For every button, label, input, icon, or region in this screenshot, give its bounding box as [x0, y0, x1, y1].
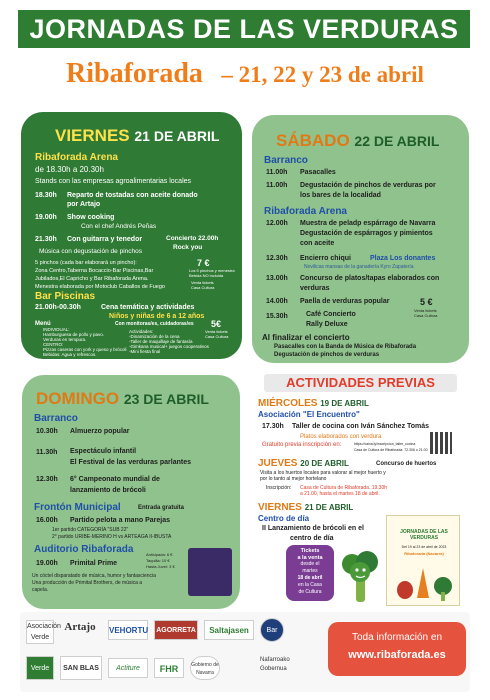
sunday-d5-text: Primital Prime — [70, 560, 118, 567]
vegetables-icon — [393, 564, 455, 602]
friday-pinchos: 5 pinchos (cada bar elaborará un pincho): — [35, 260, 137, 266]
saturday-s6-time: 14.00h — [266, 298, 288, 305]
friday21-text2: centro de día — [290, 535, 334, 542]
sunday-fronton-note: Entrada gratuita — [138, 505, 185, 511]
thursday-day: JUEVES — [258, 458, 298, 469]
saturday-s7-text: Café Concierto — [306, 311, 356, 318]
sunday-day: DOMINGO — [36, 389, 120, 408]
saturday-s3-text3: con aceite — [300, 240, 335, 247]
ticket-line5: 18 de abril — [297, 575, 323, 581]
info-url[interactable]: www.ribaforada.es — [348, 649, 446, 661]
friday-monitors: Con monitoras/es, cuidadoras/es — [115, 321, 194, 327]
ticket-line7: de Cultura — [298, 589, 322, 595]
wednesday-time: 17.30h — [262, 423, 284, 430]
sunday-auditorio: Auditorio Ribaforada — [34, 544, 134, 555]
saturday-date: 22 DE ABRIL — [354, 133, 440, 149]
friday-ninos: Niños y niñas de 6 a 12 años — [109, 313, 205, 320]
saturday-s5-time: 13.00h — [266, 275, 288, 282]
sunday-d3-text: 6° Campeonato mundial de — [70, 476, 160, 483]
friday-arena: Ribaforada Arena — [35, 152, 118, 163]
friday-e2-text: Show cooking — [67, 214, 115, 221]
previous-activities-title: ACTIVIDADES PREVIAS — [286, 375, 435, 390]
saturday-s2-time: 11.00h — [266, 182, 288, 189]
poster-town: Ribaforada (Navarra) — [404, 551, 444, 556]
sunday-d5-desc: Un cóctel disparatado de música, humor y fantasciencia — [32, 573, 156, 579]
saturday-s5-text: Concurso de platos/tapas elaborados con — [300, 275, 440, 282]
saturday-s6-note: Venta tickets — [414, 308, 437, 313]
friday-menu5: Bebidas: Agua y refrescos. — [43, 352, 97, 357]
saturday-s5-text2: verduras — [300, 285, 330, 292]
saturday-s1-text: Pasacalles — [300, 169, 336, 176]
saturday-arena: Ribaforada Arena — [264, 206, 347, 217]
poster-sub: Del 19 al 23 de abril de 2023 — [401, 545, 447, 549]
sunday-d2-text: Espectáculo infantil — [70, 448, 137, 455]
friday21-place: Centro de día — [258, 514, 310, 523]
logo-10: FHR — [154, 658, 184, 678]
wednesday-text: Taller de cocina con Iván Sánchez Tomás — [292, 423, 430, 430]
friday-act3: -Gimkana musical+ juegos cooperativos — [129, 344, 209, 349]
ticket-sale-badge — [286, 545, 334, 601]
friday-piscinas-time: 21.00h-00.30h — [35, 304, 81, 311]
friday-price1-note2: Bebida NO incluida — [189, 273, 224, 278]
friday21-date: 21 DE ABRIL — [304, 503, 354, 512]
friday-piscinas-text: Cena temática y actividades — [101, 304, 195, 311]
friday-menu: Menú — [35, 321, 51, 327]
friday-e3-text: Con guitarra y tenedor — [67, 236, 143, 243]
ticket-line4: martes — [302, 568, 318, 574]
friday-e2-time: 19.00h — [35, 214, 57, 221]
logo-4: AGORRETA — [154, 620, 198, 640]
friday-act1: -Dinamización de la cena — [129, 334, 180, 339]
wednesday-url2: Casa de Cultura de Ribaforada: 72.306 o 21.00 — [354, 448, 428, 452]
saturday-s6-note2: Casa Cultura — [414, 313, 438, 318]
sunday-d4-time: 16.00h — [36, 517, 58, 524]
friday-act4: -Mini fiesta final — [129, 349, 161, 354]
saturday-s2-text2: los bares de la localidad — [300, 192, 381, 199]
qr-code-icon[interactable] — [430, 432, 452, 454]
festival-poster-image — [386, 515, 460, 606]
friday21-day: VIERNES — [258, 502, 302, 513]
poster-title: JORNADAS DE LAS VERDURAS — [400, 529, 448, 541]
thursday-ins3: a 21.00, hasta el martes 18 de abril. — [300, 491, 380, 497]
friday-pinchos4: Menestra elaborada por Motoclub Caballos de Fuego — [35, 284, 165, 290]
friday-e3-time: 21.30h — [35, 236, 57, 243]
friday-piscinas: Bar Piscinas — [35, 291, 96, 302]
logo-7: Verde — [26, 656, 54, 680]
saturday-day: SÁBADO — [276, 131, 350, 150]
friday-acts: Actividades: — [129, 329, 154, 334]
primital-poster-image — [188, 548, 232, 596]
sunday-d2-time: 11.30h — [36, 449, 58, 456]
saturday-s4-place: Plaza Los donantes — [370, 255, 436, 262]
friday-e1-text2: por Artajo — [67, 201, 101, 208]
friday-e1-time: 18.30h — [35, 192, 57, 199]
logo-11: Gobierno de Navarra — [190, 656, 220, 680]
sunday-d5-side2: Taquilla: 10 € — [146, 558, 170, 563]
friday-price1: 7 € — [197, 258, 210, 268]
friday-menu1: Hamburguesa de pollo y pavo. — [43, 332, 105, 337]
thursday-date: 20 DE ABRIL — [300, 459, 349, 468]
friday-menu-ind: INDIVIDUAL: — [43, 327, 70, 332]
sunday-d3-text2: lanzamiento de brócoli — [70, 487, 146, 494]
thursday-title: Concurso de huertos — [376, 461, 437, 467]
saturday-final: Al finalizar el concierto — [262, 333, 350, 342]
logo-6: Bar — [260, 618, 284, 642]
friday21-text: II Lanzamiento de brócoli en el — [262, 525, 364, 532]
logo-8: SAN BLAS — [60, 656, 102, 680]
friday-menu4: Pizzas caseras con york y queso y brócoli — [43, 347, 127, 352]
sunday-d1-text: Almuerzo popular — [70, 428, 130, 435]
sunday-d2-text2: El Festival de las verduras parlantes — [70, 459, 192, 466]
ticket-line1: Tickets — [300, 548, 320, 554]
friday-price1-note: Los 5 pinchos y menestra — [189, 268, 235, 273]
thursday-text2: por lo tanto al mejor hortelano — [260, 476, 327, 482]
sunday-fronton: Frontón Municipal — [34, 502, 121, 513]
friday-panel — [21, 112, 242, 359]
sunday-d3-time: 12.30h — [36, 476, 58, 483]
event-dates: – 21, 22 y 23 de abril — [221, 62, 424, 87]
ticket-line3: desde el — [300, 561, 320, 567]
saturday-s2-text: Degustación de pinchos de verduras por — [300, 182, 436, 189]
logo-2: Artajo — [64, 621, 96, 633]
saturday-s4-time: 12.30h — [266, 255, 288, 262]
thursday-text: Visita a los huertos locales para valorar al mejor huerto y — [260, 470, 386, 476]
thursday-ins: Inscripción: — [266, 485, 292, 491]
friday-price2: 5€ — [211, 319, 222, 329]
wednesday-day: MIÉRCOLES — [258, 398, 318, 409]
saturday-s3-text: Muestra de peladp espárrago de Navarra — [300, 220, 436, 227]
saturday-s3-text2: Degustación de espárragos y pimientos — [300, 230, 433, 237]
saturday-s4-text: Encierro chiqui — [300, 255, 351, 262]
sunday-d5-side: Anticipada: 6 € — [146, 552, 173, 557]
friday-act2: -Taller de maquillaje de fantasía — [129, 339, 193, 344]
saturday-barranco: Barranco — [264, 155, 308, 166]
sunday-d5-side3: Hasta Juvel: 3 € — [146, 564, 175, 569]
sunday-d5-desc3: capela. — [32, 587, 49, 593]
logo-1: Asociación Verde — [26, 620, 54, 644]
friday-e1-text: Reparto de tostadas con aceite donado — [67, 192, 198, 199]
sunday-d1-time: 10.30h — [36, 428, 58, 435]
saturday-s4-note: Novilicas mansas de la ganadería Kyro Zapatería — [304, 264, 414, 270]
friday-price1-note3: Venta tickets — [191, 280, 214, 285]
friday-e3-text2: Música con degustación de pinchos — [39, 248, 142, 255]
friday-e3-side2: Rock you — [173, 244, 203, 251]
sunday-d4-text2: 1er partido CATEGORÍA "SUB 22" — [52, 527, 129, 533]
sunday-d4-text3: 2° partido URIBE-MERINO H vs ARTEAGA II-IBUSTA — [52, 534, 172, 540]
sunday-d5-desc2: Una producción de Primital Brothers, de música a — [32, 580, 143, 586]
friday-pinchos2: Zona Centro,Taberna Bocaccio-Bar Piscinas,Bar — [35, 268, 154, 274]
friday-menu3: CENTRO: — [43, 342, 64, 347]
wednesday-date: 19 DE ABRIL — [320, 399, 369, 408]
friday-e2-text2: Con el chef Andrés Peñas — [81, 223, 157, 230]
friday-stands: Stands con las empresas agroalimentarias locales — [35, 178, 192, 185]
logo-12: Nafarroako Gobernua — [260, 657, 290, 672]
sunday-d5-time: 19.00h — [36, 560, 58, 567]
friday-day: VIERNES — [55, 126, 130, 145]
broccoli-icon — [340, 548, 380, 604]
ticket-line6: en la Casa — [298, 582, 322, 588]
friday-arena-hours: de 18.30h a 20.30h — [35, 165, 104, 174]
saturday-s7-text2: Rally Deluxe — [306, 321, 348, 328]
saturday-s1-time: 11.00h — [266, 169, 288, 176]
friday-e3-side: Concierto 22.00h — [166, 235, 219, 242]
subtitle — [66, 58, 466, 92]
logo-5: Saltajasen — [204, 620, 254, 640]
page-title: JORNADAS DE LAS VERDURAS — [18, 10, 470, 48]
saturday-final3: Degustación de pinchos de verduras — [274, 352, 380, 358]
saturday-s3-time: 12.00h — [266, 220, 288, 227]
saturday-s6-text: Paella de verduras popular — [300, 298, 390, 305]
info-text: Toda información en — [351, 632, 443, 643]
wednesday-sub: Platos elaborados con verdura — [300, 434, 382, 440]
sunday-d4-text: Partido pelota a mano Parejas — [70, 517, 170, 524]
sunday-barranco: Barranco — [34, 413, 78, 424]
saturday-s7-time: 15.30h — [266, 313, 288, 320]
logo-3: VEHORTU — [108, 620, 148, 640]
friday-price2-note: Venta tickets — [205, 329, 228, 334]
friday-date: 21 DE ABRIL — [134, 128, 220, 144]
town-name: Ribaforada — [66, 58, 203, 89]
thursday-ins2: Casa de Cultura de Ribaforada. 19.30h — [300, 485, 388, 491]
saturday-panel — [252, 115, 469, 363]
sunday-date: 23 DE ABRIL — [123, 391, 209, 407]
friday-price2-note2: Casa Cultura — [205, 334, 229, 339]
saturday-final2: Pasacalles con la Banda de Música de Ribaforada — [274, 344, 417, 350]
friday-menu2: Verduras en tempura. — [43, 337, 87, 342]
friday-price1-note4: Casa Cultura — [191, 285, 215, 290]
logo-9: Actiture — [108, 658, 148, 678]
info-box[interactable] — [328, 622, 466, 676]
wednesday-url: https://caixa.ly/inscripcion_taller_cocina — [354, 442, 416, 446]
wednesday-place: Asociación "El Encuentro" — [258, 410, 360, 419]
wednesday-free: Gratuito previa inscripción en: — [262, 442, 342, 448]
saturday-s6-price: 5 € — [420, 297, 433, 307]
friday-pinchos3: Jubilados,El Capricho y Bar Ribaforada Arena. — [35, 276, 149, 282]
ticket-line2: a la venta — [297, 555, 323, 561]
